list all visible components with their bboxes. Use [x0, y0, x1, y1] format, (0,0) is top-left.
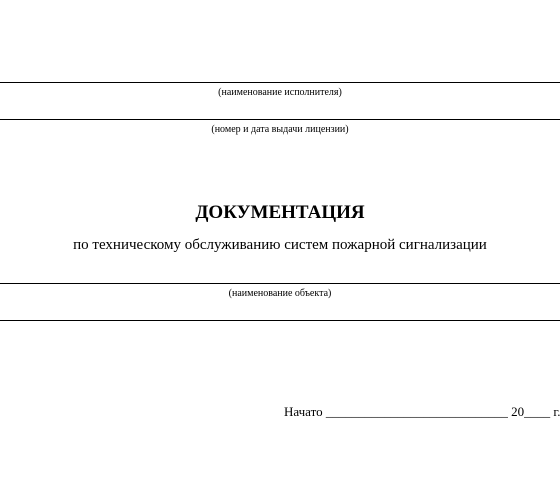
object-line-second	[0, 320, 560, 321]
executor-line	[0, 82, 560, 83]
license-line	[0, 119, 560, 120]
document-title: ДОКУМЕНТАЦИЯ	[195, 202, 365, 223]
document-subtitle: по техническому обслуживанию систем пожарной сигнализации	[73, 237, 487, 253]
license-caption: (номер и дата выдачи лицензии)	[211, 124, 349, 135]
object-line	[0, 283, 560, 284]
object-caption: (наименование объекта)	[228, 288, 332, 299]
started-date-line: Начато ____________________________ 20____ г.	[284, 404, 560, 419]
executor-caption: (наименование исполнителя)	[218, 87, 342, 98]
